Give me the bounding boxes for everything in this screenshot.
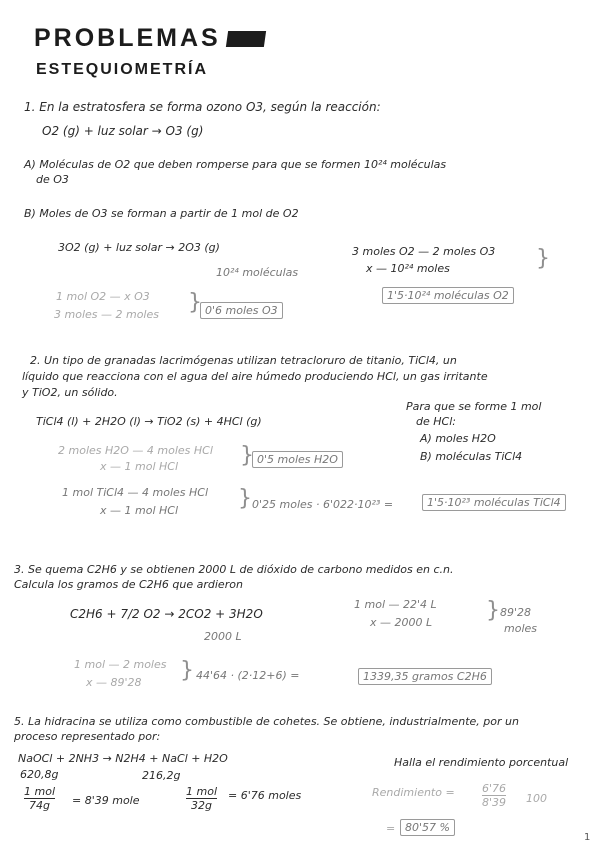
page-title: [34, 24, 265, 53]
p1-statement: 1. En la estratosfera se forma ozono O3, según la reacción:: [24, 100, 381, 114]
p1-question-b: B) Moles de O3 se forman a partir de 1 mol de O2: [24, 207, 299, 220]
p1-reaction: O2 (g) + luz solar → O3 (g): [42, 124, 204, 138]
page-number: 1: [584, 832, 591, 843]
p2-statement-3: y TiO2, un sólido.: [22, 386, 118, 399]
p1-brace-a: }: [536, 246, 550, 271]
p3-statement-2: Calcula los gramos de C2H6 que ardieron: [14, 578, 243, 591]
p2-reaction: TiCl4 (l) + 2H2O (l) → TiO2 (s) + 4HCl (g): [36, 415, 262, 428]
p1-brace-b: }: [188, 290, 202, 315]
p2-side-note-1: Para que se forme 1 mol: [406, 400, 542, 413]
p2-ratio-a2: x — 1 mol HCl: [100, 460, 179, 473]
p2-side-a: A) moles H2O: [420, 432, 496, 445]
page-title-text: PROBLEMAS: [34, 24, 221, 52]
p1-balanced-note: 10²⁴ moléculas: [216, 266, 299, 279]
p1-question-a: A) Moléculas de O2 que deben romperse para que se formen 10²⁴ moléculas: [24, 158, 447, 171]
p3-ratio-1: 1 mol — 22'4 L: [354, 598, 437, 611]
p2-answer-b: 1'5·10²³ moléculas TiCl4: [422, 494, 566, 511]
p5-fraction-1-num: 1 mol: [24, 785, 55, 798]
p1-ratio-a2: x — 10²⁴ moles: [366, 262, 450, 275]
p5-fraction-2-result: = 6'76 moles: [228, 789, 302, 802]
p5-fraction-1: [24, 785, 55, 812]
p3-ratio-3: 1 mol — 2 moles: [74, 658, 167, 671]
p5-yield-times: 100: [526, 792, 547, 805]
p3-ratio-2: x — 2000 L: [370, 616, 433, 629]
p5-fraction-2-num: 1 mol: [186, 785, 217, 798]
p2-statement-2: líquido que reacciona con el agua del aire húmedo produciendo HCl, un gas irritante: [22, 370, 488, 383]
p3-volume: 2000 L: [204, 630, 242, 643]
p5-mass-1: 620,8g: [20, 768, 59, 781]
p2-side-b: B) moléculas TiCl4: [420, 450, 523, 463]
p1-ratio-a1: 3 moles O2 — 2 moles O3: [352, 245, 496, 258]
p3-calc: 44'64 · (2·12+6) =: [196, 669, 300, 682]
p1-ratio-b2: 3 moles — 2 moles: [54, 308, 159, 321]
page-subtitle: ESTEQUIOMETRÍA: [36, 61, 209, 78]
p5-yield-fraction: [482, 782, 506, 809]
p2-brace-b: }: [238, 486, 252, 511]
p5-yield-num: 6'76: [482, 782, 507, 795]
p2-statement-1: 2. Un tipo de granadas lacrimógenas utilizan tetracloruro de titanio, TiCl4, un: [30, 354, 457, 367]
p2-calc-b: 0'25 moles · 6'022·10²³ =: [252, 498, 394, 511]
p5-yield-note: Halla el rendimiento porcentual: [394, 756, 569, 769]
p5-fraction-1-result: = 8'39 mole: [72, 794, 140, 807]
p1-answer-a: 1'5·10²⁴ moléculas O2: [382, 287, 514, 304]
p5-reaction: NaOCl + 2NH3 → N2H4 + NaCl + H2O: [18, 752, 228, 765]
p1-ratio-b1: 1 mol O2 — x O3: [56, 290, 150, 303]
p2-brace-a: }: [240, 443, 254, 468]
p5-yield-label: Rendimiento =: [372, 786, 455, 799]
p2-ratio-b2: x — 1 mol HCl: [100, 504, 179, 517]
p3-moles-result: 89'28: [500, 606, 532, 619]
p3-ratio-4: x — 89'28: [86, 676, 142, 689]
p1-balanced-reaction: 3O2 (g) + luz solar → 2O3 (g): [58, 241, 220, 254]
strikeout-mark: [226, 31, 266, 47]
p5-fraction-1-den: 74g: [29, 799, 50, 812]
p1-question-a-cont: de O3: [36, 173, 69, 186]
p5-fraction-2-den: 32g: [191, 799, 212, 812]
p2-side-note-2: de HCl:: [416, 415, 456, 428]
p5-answer-eq: =: [386, 822, 396, 835]
p1-answer-b: 0'6 moles O3: [200, 302, 283, 319]
p3-brace-2: }: [180, 658, 194, 683]
p5-mass-2: 216,2g: [142, 769, 181, 782]
p2-ratio-a1: 2 moles H2O — 4 moles HCl: [58, 444, 213, 457]
p5-fraction-2: [186, 785, 217, 812]
p3-answer: 1339,35 gramos C2H6: [358, 668, 492, 685]
p5-statement-1: 5. La hidracina se utiliza como combustible de cohetes. Se obtiene, industrialmente, por un: [14, 715, 519, 728]
p5-answer: 80'57 %: [400, 819, 455, 836]
p2-answer-a: 0'5 moles H2O: [252, 451, 343, 468]
p5-statement-2: proceso representado por:: [14, 730, 161, 743]
p3-brace-1: }: [486, 598, 500, 623]
p3-moles-unit: moles: [504, 622, 537, 635]
p2-ratio-b1: 1 mol TiCl4 — 4 moles HCl: [62, 486, 208, 499]
p3-reaction: C2H6 + 7/2 O2 → 2CO2 + 3H2O: [70, 607, 263, 621]
p3-statement-1: 3. Se quema C2H6 y se obtienen 2000 L de dióxido de carbono medidos en c.n.: [14, 563, 454, 576]
p5-yield-den: 8'39: [482, 796, 507, 809]
